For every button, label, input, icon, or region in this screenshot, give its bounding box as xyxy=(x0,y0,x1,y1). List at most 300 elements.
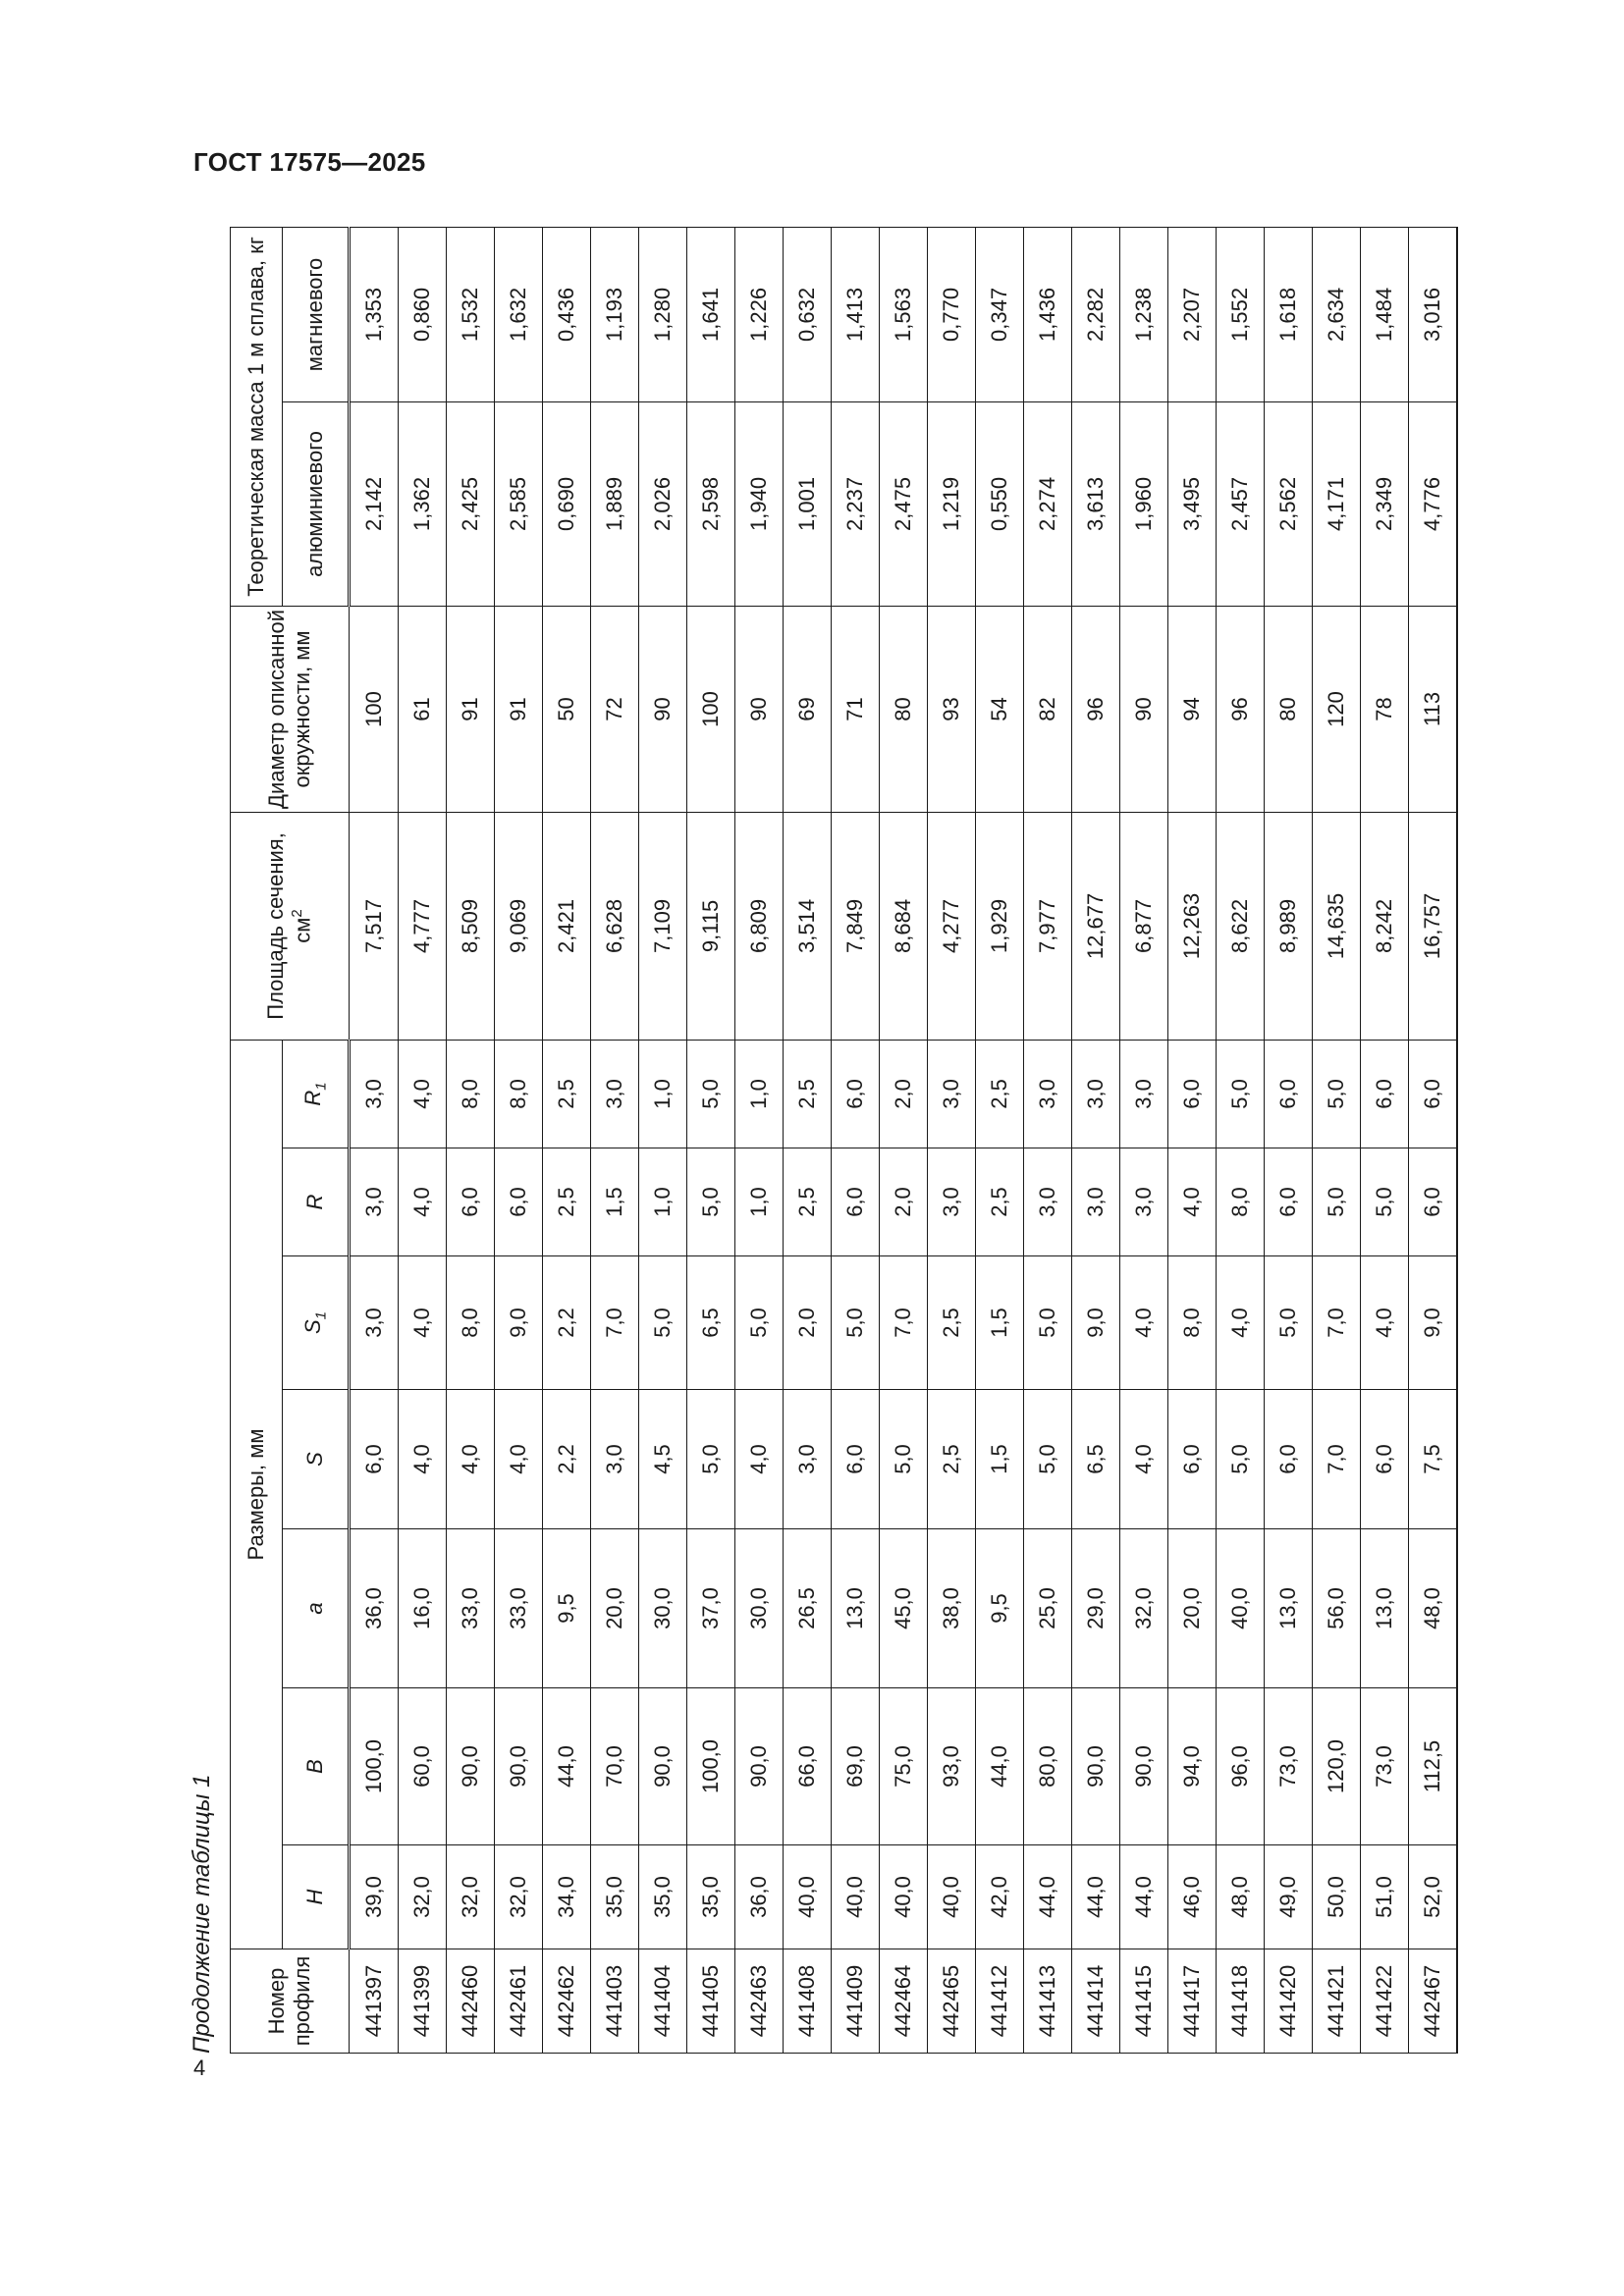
cell-mass-magnesium: 1,436 xyxy=(1024,227,1072,401)
cell-a: 48,0 xyxy=(1409,1529,1458,1688)
cell-area: 7,849 xyxy=(832,812,880,1040)
profiles-table xyxy=(230,227,1458,2054)
cell-profile-number: 441408 xyxy=(784,1949,832,2054)
cell-R: 3,0 xyxy=(1072,1148,1120,1256)
cell-a: 36,0 xyxy=(350,1529,399,1688)
cell-area: 14,635 xyxy=(1313,812,1361,1040)
cell-S: 2,5 xyxy=(928,1390,976,1529)
cell-profile-number: 441418 xyxy=(1217,1949,1265,2054)
table-row xyxy=(880,227,928,2053)
cell-S1: 4,0 xyxy=(399,1256,447,1390)
cell-S: 4,5 xyxy=(639,1390,687,1529)
cell-S: 1,5 xyxy=(976,1390,1024,1529)
header-S1-base: S xyxy=(299,1319,325,1335)
cell-S1: 5,0 xyxy=(1265,1256,1313,1390)
cell-R: 2,5 xyxy=(784,1148,832,1256)
header-area-unit-sup: 2 xyxy=(289,909,306,918)
cell-B: 96,0 xyxy=(1217,1688,1265,1845)
header-B: B xyxy=(283,1688,350,1845)
cell-mass-aluminum: 0,690 xyxy=(543,401,591,606)
cell-mass-aluminum: 1,001 xyxy=(784,401,832,606)
header-magnesium: магниевого xyxy=(283,227,350,401)
cell-mass-magnesium: 0,436 xyxy=(543,227,591,401)
cell-mass-magnesium: 1,193 xyxy=(591,227,639,401)
cell-profile-number: 442461 xyxy=(495,1949,543,2054)
cell-S: 7,0 xyxy=(1313,1390,1361,1529)
cell-diameter: 50 xyxy=(543,606,591,812)
cell-mass-aluminum: 2,142 xyxy=(350,401,399,606)
cell-a: 13,0 xyxy=(832,1529,880,1688)
header-area-text: Площадь сечения, xyxy=(262,832,288,1020)
header-S1 xyxy=(283,1256,350,1390)
cell-a: 30,0 xyxy=(639,1529,687,1688)
cell-diameter: 96 xyxy=(1217,606,1265,812)
table-row xyxy=(350,227,399,2053)
cell-profile-number: 441417 xyxy=(1168,1949,1217,2054)
cell-B: 90,0 xyxy=(1120,1688,1168,1845)
cell-R1: 6,0 xyxy=(1409,1040,1458,1148)
table-row xyxy=(399,227,447,2053)
cell-B: 66,0 xyxy=(784,1688,832,1845)
cell-a: 9,5 xyxy=(543,1529,591,1688)
cell-H: 39,0 xyxy=(350,1845,399,1949)
cell-S1: 6,5 xyxy=(687,1256,735,1390)
cell-mass-aluminum: 1,960 xyxy=(1120,401,1168,606)
cell-R: 8,0 xyxy=(1217,1148,1265,1256)
cell-profile-number: 441403 xyxy=(591,1949,639,2054)
cell-mass-magnesium: 1,226 xyxy=(735,227,784,401)
cell-mass-magnesium: 1,641 xyxy=(687,227,735,401)
header-area-unit: см xyxy=(290,917,315,943)
cell-area: 8,509 xyxy=(447,812,495,1040)
table-row xyxy=(1120,227,1168,2053)
cell-diameter: 54 xyxy=(976,606,1024,812)
document-title: ГОСТ 17575—2025 xyxy=(193,147,426,177)
cell-H: 32,0 xyxy=(495,1845,543,1949)
cell-mass-magnesium: 2,207 xyxy=(1168,227,1217,401)
cell-S: 6,0 xyxy=(1168,1390,1217,1529)
table-row xyxy=(1072,227,1120,2053)
cell-mass-aluminum: 2,598 xyxy=(687,401,735,606)
cell-mass-aluminum: 2,457 xyxy=(1217,401,1265,606)
cell-diameter: 91 xyxy=(495,606,543,812)
cell-H: 40,0 xyxy=(880,1845,928,1949)
cell-S1: 4,0 xyxy=(1361,1256,1409,1390)
cell-mass-magnesium: 0,860 xyxy=(399,227,447,401)
header-diameter: Диаметр описанной окружности, мм xyxy=(231,606,350,812)
header-S: S xyxy=(283,1390,350,1529)
cell-R: 1,5 xyxy=(591,1148,639,1256)
cell-profile-number: 442467 xyxy=(1409,1949,1458,2054)
cell-S: 6,5 xyxy=(1072,1390,1120,1529)
cell-mass-aluminum: 3,495 xyxy=(1168,401,1217,606)
cell-H: 40,0 xyxy=(784,1845,832,1949)
cell-mass-magnesium: 1,238 xyxy=(1120,227,1168,401)
table-row xyxy=(543,227,591,2053)
cell-R1: 8,0 xyxy=(447,1040,495,1148)
cell-mass-magnesium: 2,282 xyxy=(1072,227,1120,401)
cell-a: 45,0 xyxy=(880,1529,928,1688)
cell-a: 16,0 xyxy=(399,1529,447,1688)
cell-area: 6,628 xyxy=(591,812,639,1040)
cell-mass-magnesium: 2,634 xyxy=(1313,227,1361,401)
cell-mass-aluminum: 4,776 xyxy=(1409,401,1458,606)
cell-R: 3,0 xyxy=(1120,1148,1168,1256)
cell-diameter: 93 xyxy=(928,606,976,812)
cell-diameter: 113 xyxy=(1409,606,1458,812)
cell-R1: 2,5 xyxy=(976,1040,1024,1148)
cell-B: 120,0 xyxy=(1313,1688,1361,1845)
cell-area: 8,989 xyxy=(1265,812,1313,1040)
table-caption: Продолжение таблицы 1 xyxy=(189,1774,215,2054)
cell-S1: 9,0 xyxy=(1409,1256,1458,1390)
cell-B: 70,0 xyxy=(591,1688,639,1845)
cell-diameter: 91 xyxy=(447,606,495,812)
cell-profile-number: 441415 xyxy=(1120,1949,1168,2054)
cell-B: 90,0 xyxy=(1072,1688,1120,1845)
cell-mass-magnesium: 0,770 xyxy=(928,227,976,401)
cell-R: 2,5 xyxy=(543,1148,591,1256)
cell-R1: 6,0 xyxy=(1265,1040,1313,1148)
cell-mass-aluminum: 1,219 xyxy=(928,401,976,606)
cell-H: 40,0 xyxy=(832,1845,880,1949)
cell-profile-number: 442463 xyxy=(735,1949,784,2054)
cell-S1: 2,2 xyxy=(543,1256,591,1390)
cell-S1: 8,0 xyxy=(1168,1256,1217,1390)
cell-a: 38,0 xyxy=(928,1529,976,1688)
cell-diameter: 80 xyxy=(880,606,928,812)
cell-mass-aluminum: 2,562 xyxy=(1265,401,1313,606)
cell-profile-number: 442462 xyxy=(543,1949,591,2054)
cell-S: 4,0 xyxy=(1120,1390,1168,1529)
cell-a: 33,0 xyxy=(447,1529,495,1688)
cell-S1: 1,5 xyxy=(976,1256,1024,1390)
cell-H: 48,0 xyxy=(1217,1845,1265,1949)
cell-R: 4,0 xyxy=(1168,1148,1217,1256)
cell-mass-magnesium: 1,532 xyxy=(447,227,495,401)
table-row xyxy=(1313,227,1361,2053)
header-profile-number: Номер профиля xyxy=(231,1949,350,2054)
cell-mass-magnesium: 0,347 xyxy=(976,227,1024,401)
cell-H: 35,0 xyxy=(687,1845,735,1949)
cell-S1: 2,0 xyxy=(784,1256,832,1390)
header-dimensions: Размеры, мм xyxy=(231,1040,283,1949)
cell-profile-number: 441420 xyxy=(1265,1949,1313,2054)
cell-R: 3,0 xyxy=(350,1148,399,1256)
cell-profile-number: 441421 xyxy=(1313,1949,1361,2054)
table-row xyxy=(1409,227,1458,2053)
cell-mass-magnesium: 1,632 xyxy=(495,227,543,401)
table-row xyxy=(1217,227,1265,2053)
page-number: 4 xyxy=(193,2056,206,2080)
cell-a: 9,5 xyxy=(976,1529,1024,1688)
cell-mass-aluminum: 2,425 xyxy=(447,401,495,606)
cell-a: 20,0 xyxy=(1168,1529,1217,1688)
cell-H: 32,0 xyxy=(447,1845,495,1949)
cell-profile-number: 441404 xyxy=(639,1949,687,2054)
cell-area: 12,677 xyxy=(1072,812,1120,1040)
cell-S1: 5,0 xyxy=(1024,1256,1072,1390)
cell-area: 1,929 xyxy=(976,812,1024,1040)
header-H: H xyxy=(283,1845,350,1949)
cell-a: 32,0 xyxy=(1120,1529,1168,1688)
table-row xyxy=(591,227,639,2053)
cell-B: 75,0 xyxy=(880,1688,928,1845)
cell-area: 9,115 xyxy=(687,812,735,1040)
cell-mass-magnesium: 1,618 xyxy=(1265,227,1313,401)
table-row xyxy=(784,227,832,2053)
cell-H: 44,0 xyxy=(1072,1845,1120,1949)
cell-profile-number: 442460 xyxy=(447,1949,495,2054)
cell-mass-magnesium: 1,552 xyxy=(1217,227,1265,401)
cell-mass-magnesium: 1,353 xyxy=(350,227,399,401)
cell-a: 13,0 xyxy=(1265,1529,1313,1688)
cell-mass-magnesium: 1,413 xyxy=(832,227,880,401)
cell-diameter: 100 xyxy=(350,606,399,812)
table-row xyxy=(1265,227,1313,2053)
cell-mass-aluminum: 1,889 xyxy=(591,401,639,606)
table-row xyxy=(735,227,784,2053)
cell-profile-number: 442465 xyxy=(928,1949,976,2054)
cell-H: 36,0 xyxy=(735,1845,784,1949)
table-row xyxy=(495,227,543,2053)
cell-profile-number: 441422 xyxy=(1361,1949,1409,2054)
cell-area: 8,242 xyxy=(1361,812,1409,1040)
cell-mass-aluminum: 2,475 xyxy=(880,401,928,606)
table-row xyxy=(639,227,687,2053)
cell-R1: 1,0 xyxy=(735,1040,784,1148)
rotated-table-block xyxy=(175,228,1471,2054)
table-row xyxy=(928,227,976,2053)
cell-S: 4,0 xyxy=(399,1390,447,1529)
cell-H: 50,0 xyxy=(1313,1845,1361,1949)
cell-R1: 3,0 xyxy=(1120,1040,1168,1148)
cell-mass-magnesium: 3,016 xyxy=(1409,227,1458,401)
cell-diameter: 90 xyxy=(639,606,687,812)
cell-R: 1,0 xyxy=(639,1148,687,1256)
cell-S1: 5,0 xyxy=(832,1256,880,1390)
cell-R1: 3,0 xyxy=(591,1040,639,1148)
cell-area: 12,263 xyxy=(1168,812,1217,1040)
cell-R: 3,0 xyxy=(1024,1148,1072,1256)
cell-mass-magnesium: 1,280 xyxy=(639,227,687,401)
table-row xyxy=(1024,227,1072,2053)
header-a: a xyxy=(283,1529,350,1688)
cell-a: 56,0 xyxy=(1313,1529,1361,1688)
cell-S: 5,0 xyxy=(687,1390,735,1529)
cell-R: 6,0 xyxy=(1265,1148,1313,1256)
cell-H: 51,0 xyxy=(1361,1845,1409,1949)
cell-S: 2,2 xyxy=(543,1390,591,1529)
cell-S1: 4,0 xyxy=(1120,1256,1168,1390)
cell-area: 4,777 xyxy=(399,812,447,1040)
cell-a: 25,0 xyxy=(1024,1529,1072,1688)
cell-mass-aluminum: 2,274 xyxy=(1024,401,1072,606)
cell-S1: 9,0 xyxy=(1072,1256,1120,1390)
cell-area: 16,757 xyxy=(1409,812,1458,1040)
cell-R: 3,0 xyxy=(928,1148,976,1256)
cell-profile-number: 441414 xyxy=(1072,1949,1120,2054)
table-row xyxy=(976,227,1024,2053)
cell-R: 5,0 xyxy=(687,1148,735,1256)
cell-B: 73,0 xyxy=(1265,1688,1313,1845)
cell-mass-aluminum: 2,349 xyxy=(1361,401,1409,606)
cell-R: 5,0 xyxy=(1361,1148,1409,1256)
cell-area: 3,514 xyxy=(784,812,832,1040)
cell-R1: 4,0 xyxy=(399,1040,447,1148)
cell-R1: 6,0 xyxy=(1361,1040,1409,1148)
cell-R: 4,0 xyxy=(399,1148,447,1256)
cell-a: 26,5 xyxy=(784,1529,832,1688)
cell-mass-aluminum: 3,613 xyxy=(1072,401,1120,606)
cell-mass-aluminum: 2,585 xyxy=(495,401,543,606)
table-row xyxy=(447,227,495,2053)
cell-S1: 2,5 xyxy=(928,1256,976,1390)
cell-diameter: 69 xyxy=(784,606,832,812)
cell-mass-aluminum: 4,171 xyxy=(1313,401,1361,606)
cell-S: 4,0 xyxy=(447,1390,495,1529)
cell-H: 49,0 xyxy=(1265,1845,1313,1949)
cell-mass-aluminum: 0,550 xyxy=(976,401,1024,606)
cell-profile-number: 441413 xyxy=(1024,1949,1072,2054)
cell-R1: 3,0 xyxy=(1024,1040,1072,1148)
cell-B: 90,0 xyxy=(639,1688,687,1845)
cell-diameter: 61 xyxy=(399,606,447,812)
cell-S1: 9,0 xyxy=(495,1256,543,1390)
cell-H: 44,0 xyxy=(1024,1845,1072,1949)
cell-R1: 3,0 xyxy=(350,1040,399,1148)
header-mass: Теоретическая масса 1 м сплава, кг xyxy=(231,227,283,606)
header-R1-sub: 1 xyxy=(312,1082,330,1091)
header-R: R xyxy=(283,1148,350,1256)
cell-S: 6,0 xyxy=(832,1390,880,1529)
cell-a: 29,0 xyxy=(1072,1529,1120,1688)
table-row xyxy=(1361,227,1409,2053)
cell-area: 4,277 xyxy=(928,812,976,1040)
cell-R1: 2,5 xyxy=(784,1040,832,1148)
cell-R1: 6,0 xyxy=(832,1040,880,1148)
table-row xyxy=(687,227,735,2053)
cell-profile-number: 441412 xyxy=(976,1949,1024,2054)
cell-H: 40,0 xyxy=(928,1845,976,1949)
cell-S1: 5,0 xyxy=(735,1256,784,1390)
cell-S: 6,0 xyxy=(1361,1390,1409,1529)
table-body xyxy=(350,227,1458,2053)
cell-profile-number: 442464 xyxy=(880,1949,928,2054)
cell-S1: 7,0 xyxy=(1313,1256,1361,1390)
cell-H: 35,0 xyxy=(591,1845,639,1949)
cell-R1: 1,0 xyxy=(639,1040,687,1148)
cell-mass-aluminum: 2,026 xyxy=(639,401,687,606)
cell-diameter: 90 xyxy=(1120,606,1168,812)
cell-area: 9,069 xyxy=(495,812,543,1040)
cell-R1: 2,0 xyxy=(880,1040,928,1148)
cell-S1: 7,0 xyxy=(591,1256,639,1390)
cell-profile-number: 441397 xyxy=(350,1949,399,2054)
cell-R1: 5,0 xyxy=(1313,1040,1361,1148)
cell-B: 44,0 xyxy=(976,1688,1024,1845)
cell-H: 46,0 xyxy=(1168,1845,1217,1949)
header-row-groups xyxy=(231,227,283,2053)
cell-area: 2,421 xyxy=(543,812,591,1040)
cell-R1: 2,5 xyxy=(543,1040,591,1148)
cell-mass-magnesium: 1,563 xyxy=(880,227,928,401)
cell-R1: 5,0 xyxy=(1217,1040,1265,1148)
cell-R1: 8,0 xyxy=(495,1040,543,1148)
cell-S: 5,0 xyxy=(880,1390,928,1529)
cell-B: 93,0 xyxy=(928,1688,976,1845)
cell-R: 6,0 xyxy=(447,1148,495,1256)
cell-S: 5,0 xyxy=(1217,1390,1265,1529)
cell-B: 90,0 xyxy=(735,1688,784,1845)
cell-S: 6,0 xyxy=(350,1390,399,1529)
cell-a: 40,0 xyxy=(1217,1529,1265,1688)
cell-H: 35,0 xyxy=(639,1845,687,1949)
cell-R: 5,0 xyxy=(1313,1148,1361,1256)
cell-a: 20,0 xyxy=(591,1529,639,1688)
cell-S1: 8,0 xyxy=(447,1256,495,1390)
cell-diameter: 80 xyxy=(1265,606,1313,812)
cell-mass-magnesium: 0,632 xyxy=(784,227,832,401)
cell-R: 6,0 xyxy=(832,1148,880,1256)
cell-a: 13,0 xyxy=(1361,1529,1409,1688)
cell-mass-aluminum: 1,362 xyxy=(399,401,447,606)
header-aluminum: алюминиевого xyxy=(283,401,350,606)
cell-S: 5,0 xyxy=(1024,1390,1072,1529)
header-R1 xyxy=(283,1040,350,1148)
cell-mass-aluminum: 1,940 xyxy=(735,401,784,606)
cell-B: 90,0 xyxy=(495,1688,543,1845)
cell-diameter: 82 xyxy=(1024,606,1072,812)
cell-area: 8,684 xyxy=(880,812,928,1040)
cell-area: 7,109 xyxy=(639,812,687,1040)
cell-diameter: 78 xyxy=(1361,606,1409,812)
cell-diameter: 120 xyxy=(1313,606,1361,812)
cell-area: 6,877 xyxy=(1120,812,1168,1040)
header-area xyxy=(231,812,350,1040)
cell-R: 1,0 xyxy=(735,1148,784,1256)
cell-S1: 7,0 xyxy=(880,1256,928,1390)
cell-area: 6,809 xyxy=(735,812,784,1040)
cell-R1: 5,0 xyxy=(687,1040,735,1148)
cell-R: 6,0 xyxy=(495,1148,543,1256)
cell-R1: 3,0 xyxy=(1072,1040,1120,1148)
cell-B: 69,0 xyxy=(832,1688,880,1845)
cell-B: 94,0 xyxy=(1168,1688,1217,1845)
cell-H: 42,0 xyxy=(976,1845,1024,1949)
cell-S1: 5,0 xyxy=(639,1256,687,1390)
cell-B: 80,0 xyxy=(1024,1688,1072,1845)
cell-S: 4,0 xyxy=(735,1390,784,1529)
cell-profile-number: 441409 xyxy=(832,1949,880,2054)
cell-H: 44,0 xyxy=(1120,1845,1168,1949)
cell-S: 3,0 xyxy=(784,1390,832,1529)
cell-R1: 3,0 xyxy=(928,1040,976,1148)
cell-B: 73,0 xyxy=(1361,1688,1409,1845)
cell-H: 52,0 xyxy=(1409,1845,1458,1949)
cell-diameter: 90 xyxy=(735,606,784,812)
cell-diameter: 72 xyxy=(591,606,639,812)
cell-S: 7,5 xyxy=(1409,1390,1458,1529)
cell-S: 4,0 xyxy=(495,1390,543,1529)
cell-S: 6,0 xyxy=(1265,1390,1313,1529)
cell-diameter: 96 xyxy=(1072,606,1120,812)
cell-S1: 3,0 xyxy=(350,1256,399,1390)
cell-R: 6,0 xyxy=(1409,1148,1458,1256)
cell-area: 8,622 xyxy=(1217,812,1265,1040)
cell-H: 34,0 xyxy=(543,1845,591,1949)
cell-diameter: 100 xyxy=(687,606,735,812)
